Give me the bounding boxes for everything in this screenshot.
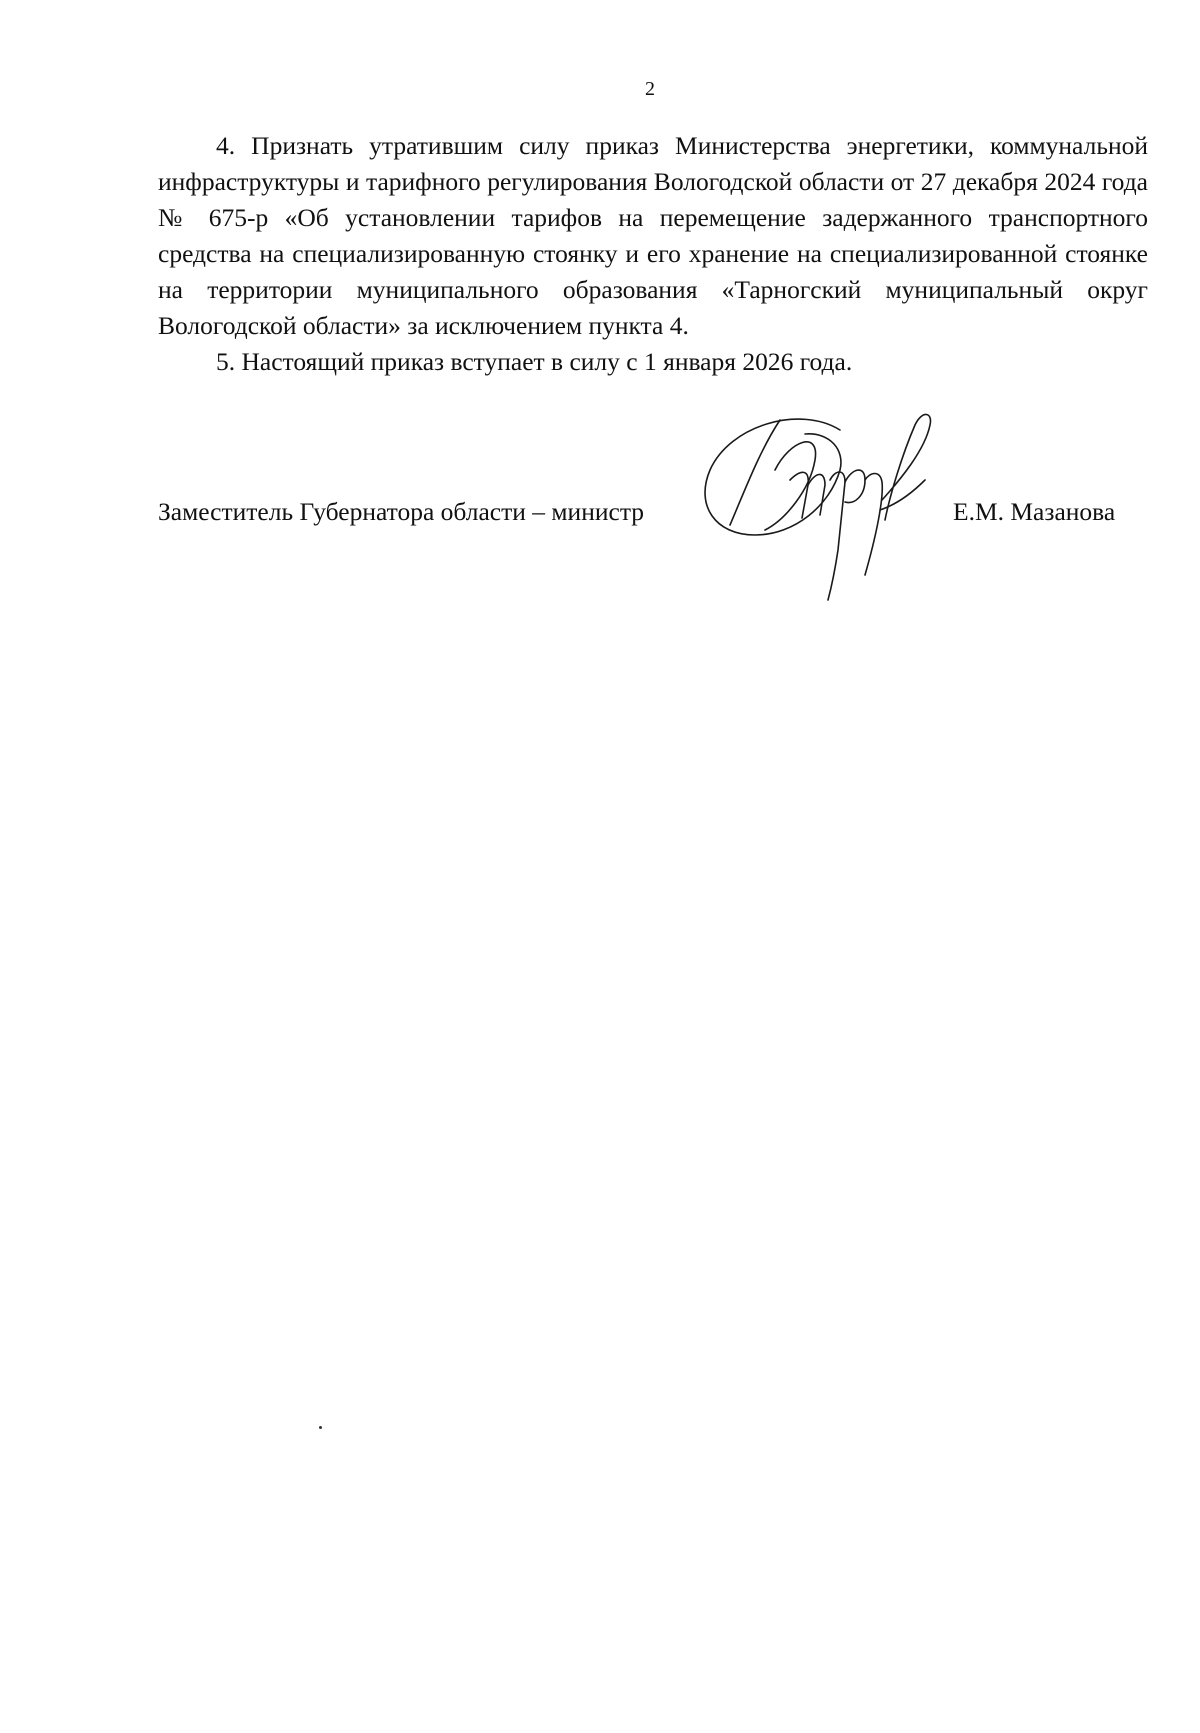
signatory-position: Заместитель Губернатора области – министр (158, 497, 645, 526)
signatory-name: Е.М. Мазанова (953, 497, 1116, 526)
paragraph-item-4: 4. Признать утратившим силу приказ Министерства энергетики, коммунальной инфраструктуры и тарифного регулирования Вологодской области от 27 декабря 2024 года № 675-р «Об установлении тарифов на перемещение задержанного транспортного средства на специализированную стоянку и его хранение на специализированной стоянке на территории муниципального образования «Тарногский муниципальный округ Вологодской области» за исключением пункта 4. (158, 131, 1148, 340)
page-number: 2 (645, 78, 655, 100)
document-body (158, 128, 1148, 380)
paragraph-item-5: 5. Настоящий приказ вступает в силу с 1 января 2026 года. (216, 347, 853, 376)
stray-mark (319, 1426, 322, 1429)
signature-block (158, 494, 1158, 534)
handwritten-signature (690, 410, 990, 610)
